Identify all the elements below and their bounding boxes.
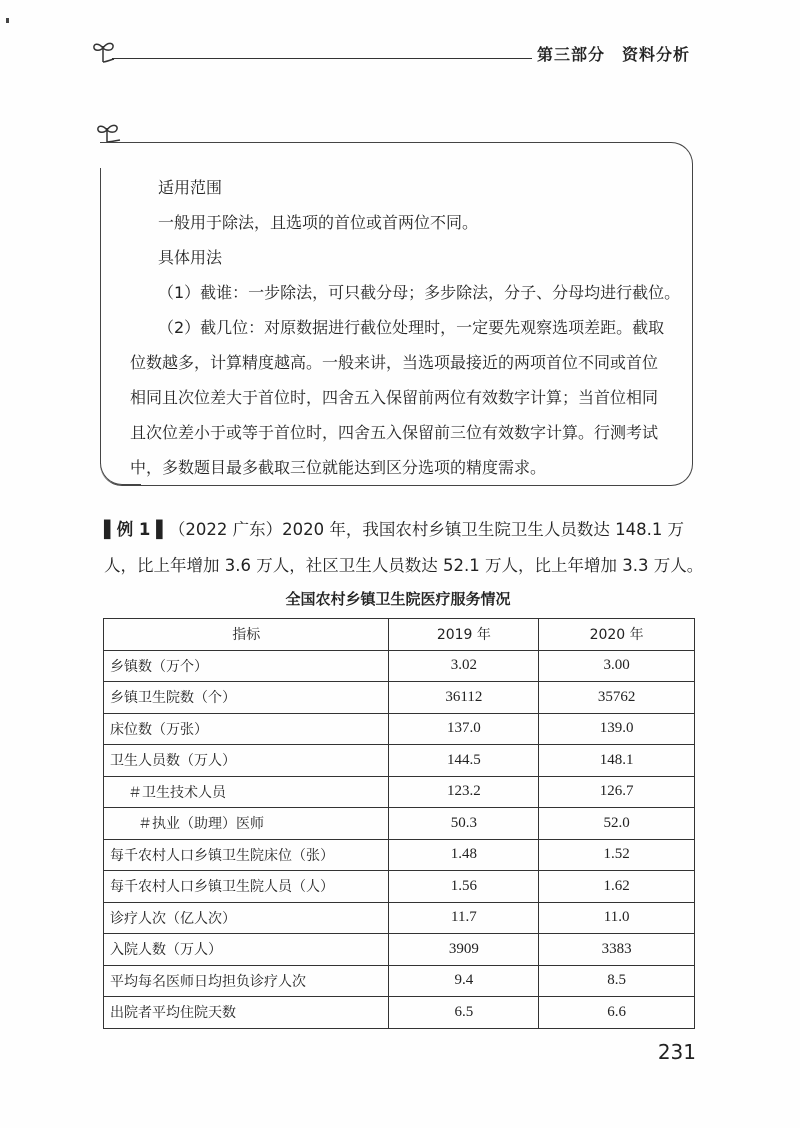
- table-row: [104, 650, 695, 682]
- tip-text: 相同且次位差大于首位时，四舍五入保留前两位有效数字计算；当首位相同: [130, 388, 659, 407]
- table-row: [104, 776, 695, 808]
- row-label: 卫生人员数（万人）: [104, 745, 389, 777]
- value-2019: 144.5: [389, 745, 539, 777]
- column-header: 2019 年: [389, 619, 539, 651]
- table-row: [104, 997, 695, 1029]
- value-2020: 3383: [539, 934, 695, 966]
- value-2019: 1.56: [389, 871, 539, 903]
- scan-mark: [6, 18, 9, 23]
- tip-heading-scope: 适用范围: [158, 178, 223, 197]
- value-2020: 148.1: [539, 745, 695, 777]
- value-2020: 11.0: [539, 902, 695, 934]
- value-2019: 11.7: [389, 902, 539, 934]
- value-2019: 50.3: [389, 808, 539, 840]
- example-text: 人，比上年增加 3.6 万人，社区卫生人员数达 52.1 万人，比上年增加 3.3 万人。: [104, 556, 704, 575]
- value-2020: 1.52: [539, 839, 695, 871]
- column-header: 2020 年: [539, 619, 695, 651]
- table-title: 全国农村乡镇卫生院医疗服务情况: [285, 590, 511, 608]
- tip-text: 一般用于除法，且选项的首位或首两位不同。: [158, 213, 479, 232]
- value-2019: 137.0: [389, 713, 539, 745]
- table-row: [104, 934, 695, 966]
- table-row: [104, 745, 695, 777]
- value-2020: 3.00: [539, 650, 695, 682]
- example-text: （2022 广东）2020 年，我国农村乡镇卫生院卫生人员数达 148.1 万: [168, 520, 685, 539]
- tip-content: [130, 170, 681, 485]
- value-2019: 6.5: [389, 997, 539, 1029]
- row-label: 床位数（万张）: [104, 713, 389, 745]
- tip-text: 位数越多，计算精度越高。一般来讲，当选项最接近的两项首位不同或首位: [130, 353, 659, 372]
- row-label: 每千农村人口乡镇卫生院床位（张）: [104, 839, 389, 871]
- row-label: 诊疗人次（亿人次）: [104, 902, 389, 934]
- tip-text: （2）截几位：对原数据进行截位处理时，一定要先观察选项差距。截取: [158, 318, 665, 337]
- value-2020: 35762: [539, 682, 695, 714]
- value-2020: 1.62: [539, 871, 695, 903]
- row-label: 入院人数（万人）: [104, 934, 389, 966]
- table-row: [104, 839, 695, 871]
- table-row: [104, 871, 695, 903]
- row-label: ＃卫生技术人员: [104, 776, 389, 808]
- header-rule: [112, 58, 532, 59]
- value-2019: 3.02: [389, 650, 539, 682]
- table-row: [104, 965, 695, 997]
- table-row: [104, 682, 695, 714]
- table-header-row: [104, 619, 695, 651]
- example-label: ▌例 1 ▌: [104, 520, 169, 539]
- page-header: [90, 38, 700, 68]
- section-title: 第三部分 资料分析: [536, 45, 690, 64]
- table-row: [104, 808, 695, 840]
- value-2020: 52.0: [539, 808, 695, 840]
- sprout-icon: [90, 38, 118, 64]
- row-label: 出院者平均住院天数: [104, 997, 389, 1029]
- value-2019: 36112: [389, 682, 539, 714]
- value-2019: 123.2: [389, 776, 539, 808]
- row-label: ＃执业（助理）医师: [104, 808, 389, 840]
- value-2019: 1.48: [389, 839, 539, 871]
- data-table: [103, 618, 695, 1029]
- tip-text: 中，多数题目最多截取三位就能达到区分选项的精度需求。: [130, 458, 547, 477]
- example-question: [104, 512, 704, 584]
- value-2019: 9.4: [389, 965, 539, 997]
- row-label: 乡镇卫生院数（个）: [104, 682, 389, 714]
- sprout-icon: [94, 120, 122, 144]
- row-label: 每千农村人口乡镇卫生院人员（人）: [104, 871, 389, 903]
- value-2020: 6.6: [539, 997, 695, 1029]
- row-label: 平均每名医师日均担负诊疗人次: [104, 965, 389, 997]
- tip-text: 且次位差小于或等于首位时，四舍五入保留前三位有效数字计算。行测考试: [130, 423, 659, 442]
- table-row: [104, 902, 695, 934]
- value-2019: 3909: [389, 934, 539, 966]
- page-number: 231: [657, 1040, 696, 1064]
- value-2020: 8.5: [539, 965, 695, 997]
- column-header: 指标: [104, 619, 389, 651]
- tip-heading-usage: 具体用法: [158, 248, 223, 267]
- example-line: [104, 512, 700, 548]
- value-2020: 139.0: [539, 713, 695, 745]
- tip-box-left-edge: [100, 168, 101, 464]
- table-row: [104, 713, 695, 745]
- tip-text: （1）截谁：一步除法，可只截分母；多步除法，分子、分母均进行截位。: [158, 283, 681, 302]
- row-label: 乡镇数（万个）: [104, 650, 389, 682]
- value-2020: 126.7: [539, 776, 695, 808]
